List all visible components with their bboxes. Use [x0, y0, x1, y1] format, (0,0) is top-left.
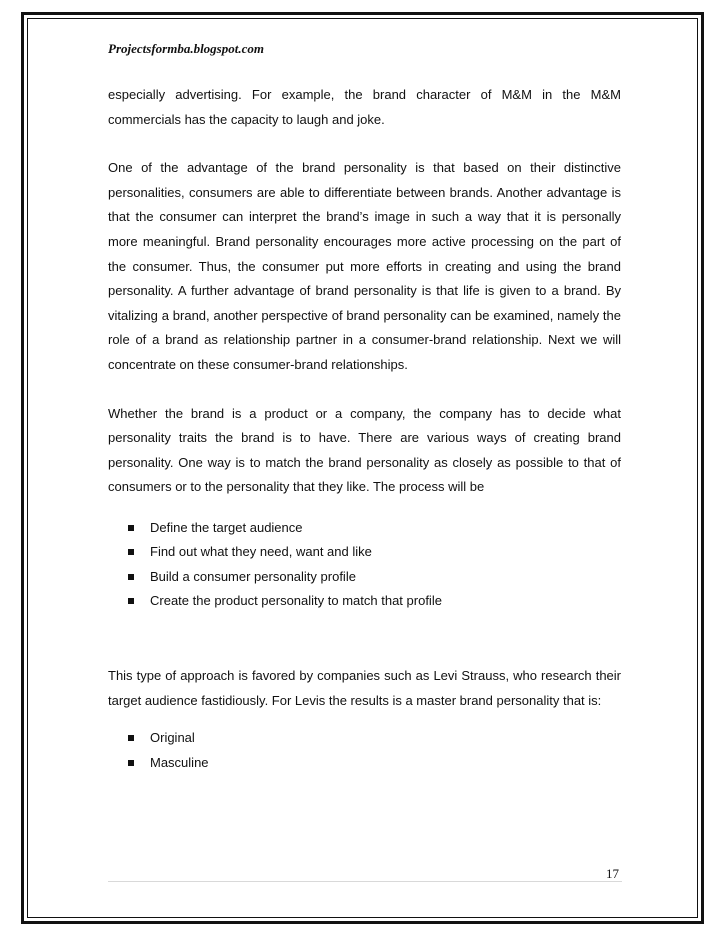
document-body	[108, 83, 621, 775]
paragraph-creating-brand-personality: Whether the brand is a product or a company, the company has to decide what personality traits the brand is to have. There are various ways of creating brand personality. One way is to match the brand personality as closely as possible to that of consumers or to the personality that they like. The process will be	[108, 405, 621, 495]
list-item	[108, 516, 621, 541]
paragraph-brand-personality-advantages: One of the advantage of the brand personality is that based on their distinctive personalities, consumers are able to differentiate between brands. Another advantage is that the consumer can interpret the brand’s image in such a way that it is personally more meaningful. Brand personality encourages more active processing on the part of the consumer. Thus, the consumer put more efforts in creating and using the brand personality. A further advantage of brand personality is that life is given to a brand. By vitalizing a brand, another perspective of brand personality can be examined, namely the role of a brand as relationship partner in a consumer-brand relationship. Next we will concentrate on these consumer-brand relationships.	[108, 160, 621, 372]
paragraph-levi-strauss-approach: This type of approach is favored by companies such as Levi Strauss, who research their target audience fastidiously. For Levis the results is a master brand personality that is:	[108, 667, 621, 708]
list-item	[108, 726, 621, 751]
process-steps-list	[108, 516, 621, 614]
list-item-text: Masculine	[150, 754, 209, 770]
paragraph-advertising-example: especially advertising. For example, the brand character of M&M in the M&M commercials has the capacity to laugh and joke.	[108, 87, 621, 127]
header-site-name: Projectsformba.blogspot.com	[108, 41, 264, 56]
list-item	[108, 751, 621, 776]
square-bullet-icon	[128, 525, 134, 531]
list-item-text: Find out what they need, want and like	[150, 544, 372, 560]
levis-traits-list	[108, 726, 621, 775]
square-bullet-icon	[128, 598, 134, 604]
list-item	[108, 589, 621, 614]
list-item	[108, 565, 621, 590]
square-bullet-icon	[128, 574, 134, 580]
page-number: 17	[606, 866, 619, 881]
list-item-text: Build a consumer personality profile	[150, 568, 356, 584]
square-bullet-icon	[128, 735, 134, 741]
list-item-text: Create the product personality to match that profile	[150, 593, 442, 609]
list-item-text: Define the target audience	[150, 519, 303, 535]
list-item-text: Original	[150, 730, 195, 746]
square-bullet-icon	[128, 549, 134, 555]
list-item	[108, 540, 621, 565]
footer-divider	[108, 881, 622, 882]
square-bullet-icon	[128, 760, 134, 766]
